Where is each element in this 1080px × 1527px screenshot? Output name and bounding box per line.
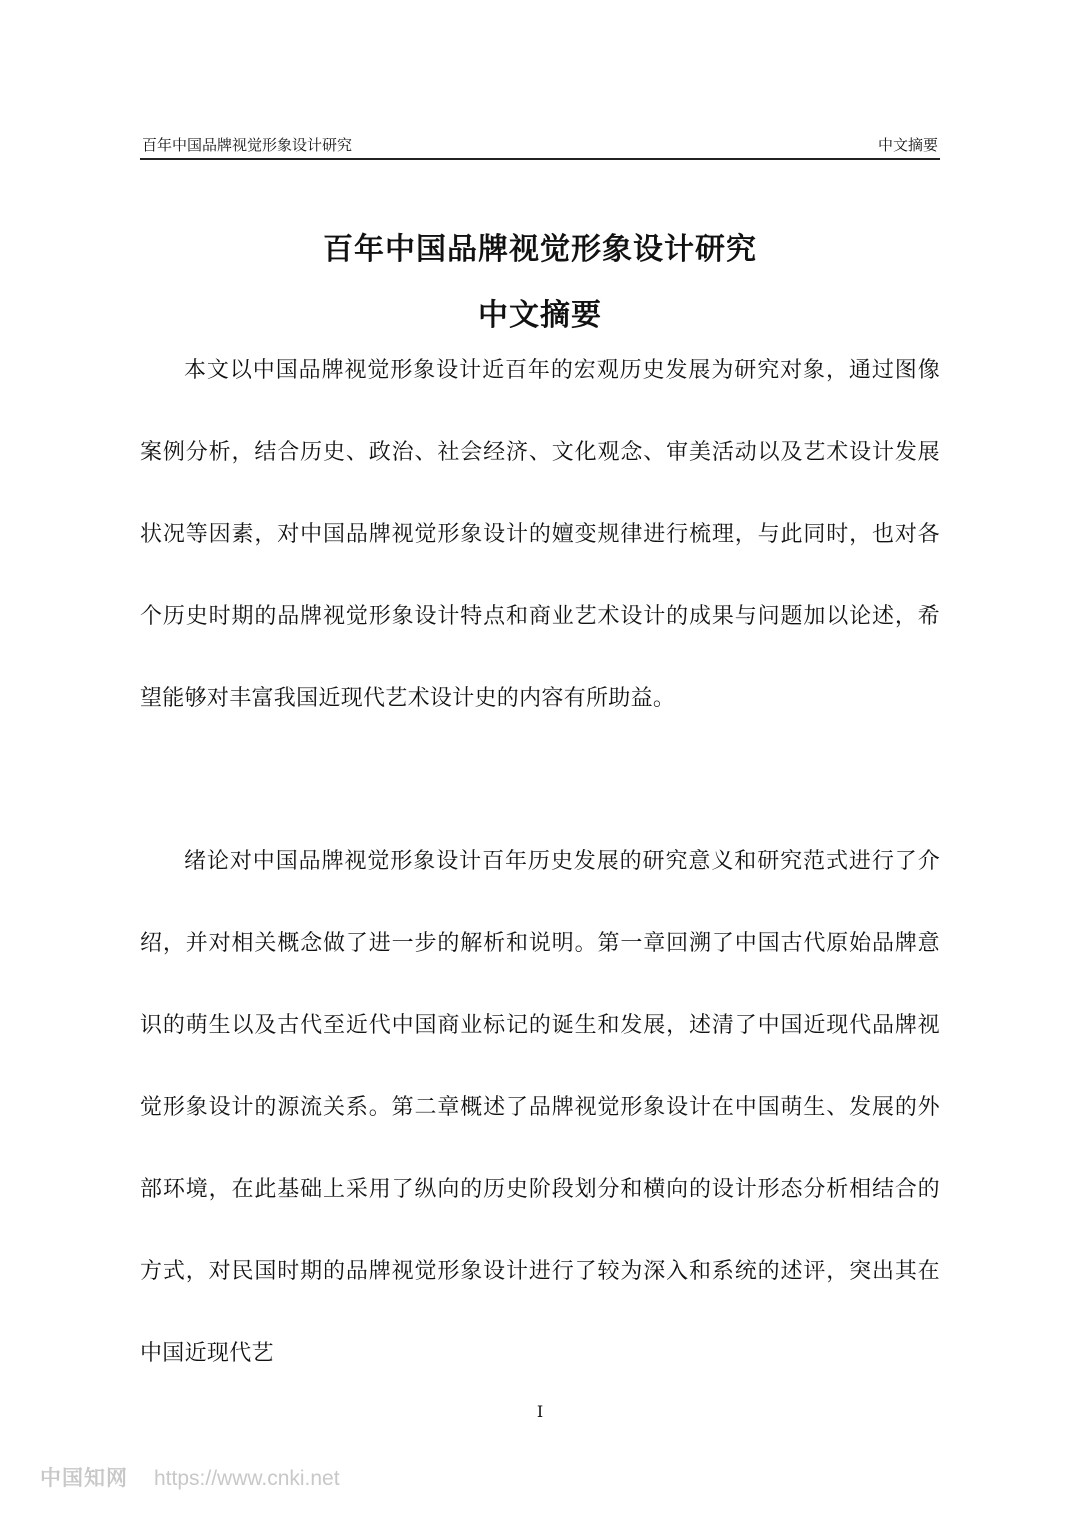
header-right-section: 中文摘要 (877, 136, 938, 154)
abstract-paragraph-2: 绪论对中国品牌视觉形象设计百年历史发展的研究意义和研究范式进行了介绍，并对相关概念做了进一步的解析和说明。第一章回溯了中国古代原始品牌意识的萌生以及古代至近代中国商业标记的诞生和发展，述清了中国近现代品牌视觉形象设计的源流关系。第二章概述了品牌视觉形象设计在中国萌生、发展的外部环境，在此基础上采用了纵向的历史阶段划分和横向的设计形态分析相结合的方式，对民国时期的品牌视觉形象设计进行了较为深入和系统的述评，突出其在中国近现代艺 (140, 849, 940, 1366)
running-header (140, 132, 940, 160)
abstract-paragraph-1: 本文以中国品牌视觉形象设计近百年的宏观历史发展为研究对象，通过图像案例分析，结合历史、政治、社会经济、文化观念、审美活动以及艺术设计发展状况等因素，对中国品牌视觉形象设计的嬗变规律进行梳理，与此同时，也对各个历史时期的品牌视觉形象设计特点和商业艺术设计的成果与问题加以论述，希望能够对丰富我国近现代艺术设计史的内容有所助益。 (140, 358, 940, 711)
watermark-brand: 中国知网 (40, 1467, 128, 1490)
document-title: 百年中国品牌视觉形象设计研究 (323, 232, 757, 267)
cnki-watermark (40, 1462, 340, 1492)
header-left-title: 百年中国品牌视觉形象设计研究 (142, 136, 353, 154)
page-number: I (536, 1402, 544, 1421)
section-title: 中文摘要 (478, 298, 602, 333)
watermark-url: https://www.cnki.net (154, 1467, 340, 1490)
